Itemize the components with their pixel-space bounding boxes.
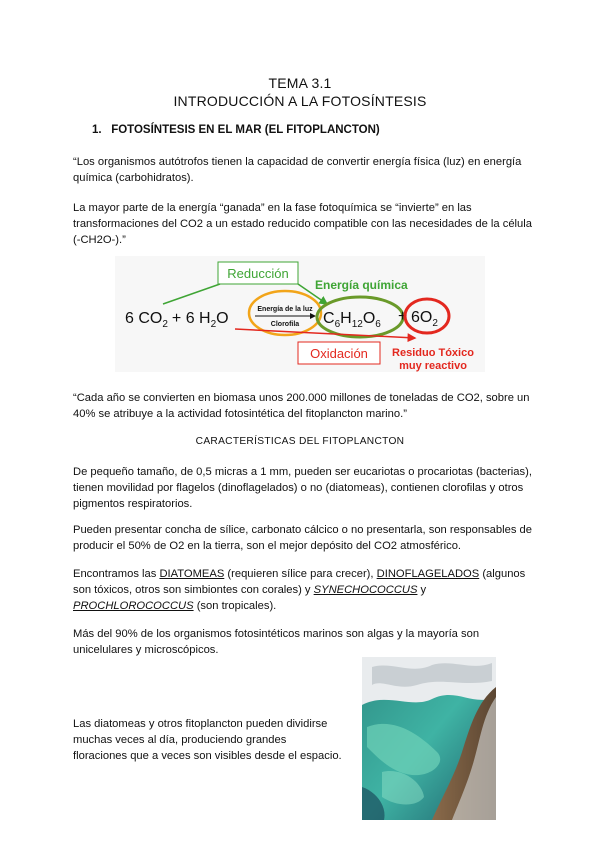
link-prochlorococcus: PROCHLOROCOCCUS xyxy=(73,600,194,612)
paragraph-algas: Más del 90% de los organismos fotosintéticos marinos son algas y la mayoría son unicelulares y microscópicos. xyxy=(73,628,480,656)
label-clorofila: Clorofila xyxy=(270,321,300,328)
page-subtitle: INTRODUCCIÓN A LA FOTOSÍNTESIS xyxy=(173,93,427,109)
eq-plus: + xyxy=(398,308,408,325)
label-residuo-2: muy reactivo xyxy=(399,360,467,372)
paragraph-biomasa: “Cada año se convierten en biomasa unos 200.000 millones de toneladas de CO2, sobre un 40% se atribuye a la actividad fotosintética del fitoplancton marino.” xyxy=(73,392,530,420)
eq-glucose: $C_6H_{12}O_6$ xyxy=(323,310,381,330)
label-energia-quimica: Energía química xyxy=(315,278,408,292)
link-diatomeas: DIATOMEAS xyxy=(159,568,225,580)
eq-oxygen: $6O_2$ xyxy=(411,309,438,329)
photosynthesis-diagram xyxy=(115,256,485,372)
paragraph-grupos: Encontramos las DIATOMEAS (requieren sílice para crecer), DINOFLAGELADOS (algunos son tóxicos, otros son simbiontes con corales) y SYNECHOCOCCUS y PROCHLOROCOCCUS (son tropicales). xyxy=(73,568,526,612)
section-heading xyxy=(92,124,380,136)
label-residuo-1: Residuo Tóxico xyxy=(392,347,474,359)
section-title: FOTOSÍNTESIS EN EL MAR (EL FITOPLANCTON) xyxy=(111,124,380,136)
link-synechococcus: SYNECHOCOCCUS xyxy=(313,584,418,596)
paragraph-energia: La mayor parte de la energía “ganada” en la fase fotoquímica se “invierte” en las transformaciones del CO2 a un estado reducido compatible con las necesidades de la célula (-CH2O-).” xyxy=(73,202,532,246)
satellite-bloom-image xyxy=(362,657,496,820)
eq-reactants: 6 $CO_2 + 6$ $H_2O$ xyxy=(125,310,229,330)
paragraph-tamano: De pequeño tamaño, de 0,5 micras a 1 mm, pueden ser eucariotas o procariotas (bacterias), tienen movilidad por flagelos (dinoflagelados) o no (diatomeas), contienen clorofilas y otros pigmentos respiratorios. xyxy=(73,466,532,510)
paragraph-autotrofos: “Los organismos autótrofos tienen la capacidad de convertir energía física (luz) en energía química (carbohidratos). xyxy=(73,156,522,184)
label-oxidacion: Oxidación xyxy=(310,346,368,361)
section-number: 1. xyxy=(92,124,102,136)
link-dinoflagelados: DINOFLAGELADOS xyxy=(376,568,480,580)
label-reduccion: Reducción xyxy=(227,266,289,281)
subheading-caracteristicas: CARACTERÍSTICAS DEL FITOPLANCTON xyxy=(195,436,405,447)
label-energia-luz: Energía de la luz xyxy=(257,306,313,313)
page-title: TEMA 3.1 xyxy=(268,75,332,91)
paragraph-floraciones: Las diatomeas y otros fitoplancton pueden dividirse muchas veces al día, produciendo grandes floraciones que a veces son visibles desde el espacio. xyxy=(73,718,342,762)
paragraph-concha: Pueden presentar concha de sílice, carbonato cálcico o no presentarla, son responsables de producir el 50% de O2 en la tierra, son el mejor depósito del CO2 atmosférico. xyxy=(73,524,532,552)
